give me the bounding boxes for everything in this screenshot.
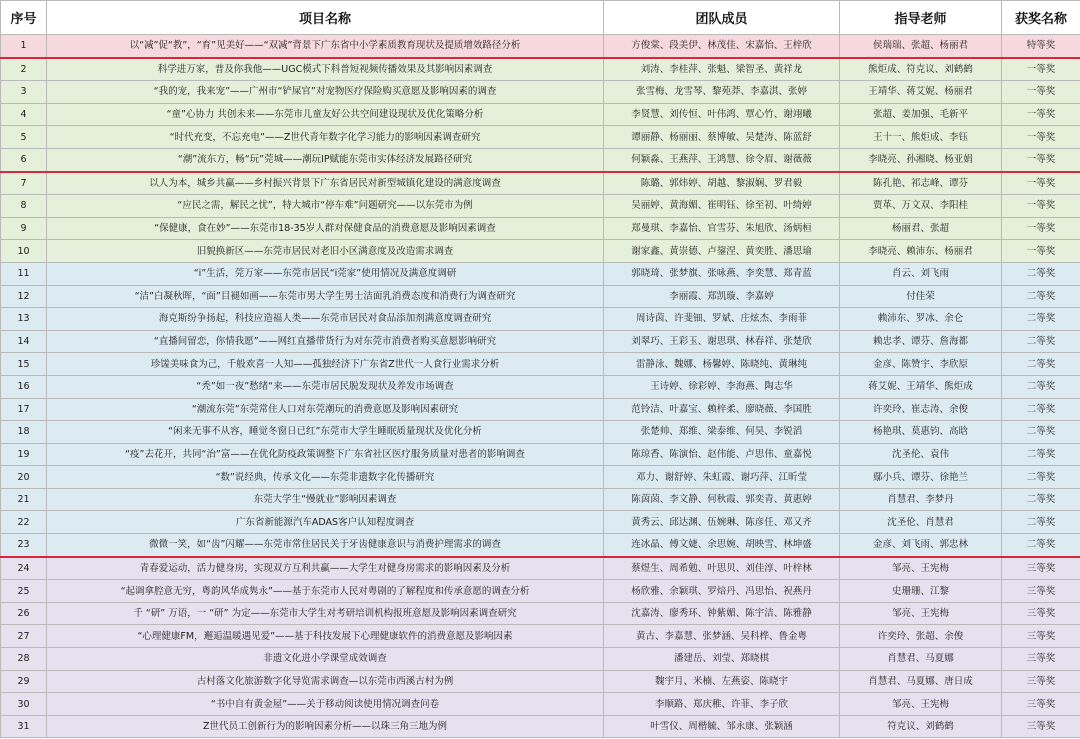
cell-team-members: 郑曼琪、李嘉怡、官雪芬、朱旭欣、汤炳桓	[604, 217, 840, 240]
header-project-name: 项目名称	[47, 1, 604, 35]
cell-number: 8	[1, 195, 47, 218]
cell-number: 4	[1, 103, 47, 126]
cell-project-name: 微微一笑，如“齿”闪耀——东莞市常住居民关于牙齿健康意识与消费护理需求的调查	[47, 534, 604, 557]
cell-team-members: 王诗婷、徐彩婷、李海燕、陶志华	[604, 375, 840, 398]
cell-number: 9	[1, 217, 47, 240]
cell-number: 1	[1, 35, 47, 58]
cell-project-name: “童”心协力 共创未来——东莞市儿童友好公共空间建设现状及优化策略分析	[47, 103, 604, 126]
cell-team-members: 陈茵茵、李文静、何秋霞、郭奕青、黄惠婷	[604, 488, 840, 511]
table-row	[1, 172, 1080, 195]
cell-project-name: 以人为本，城乡共赢——乡村振兴背景下广东省居民对新型城镇化建设的满意度调查	[47, 172, 604, 195]
cell-award: 特等奖	[1002, 35, 1080, 58]
cell-project-name: “秃”如一夜”愁绪“来——东莞市居民脱发现状及养发市场调查	[47, 375, 604, 398]
cell-number: 24	[1, 557, 47, 580]
table-header-row	[1, 1, 1080, 35]
cell-number: 20	[1, 466, 47, 489]
cell-award: 三等奖	[1002, 648, 1080, 671]
cell-advisors: 李晓亮、孙湘晓、杨亚娟	[840, 148, 1002, 171]
cell-advisors: 史珊珊、江黎	[840, 580, 1002, 603]
cell-team-members: 潘建岳、刘莹、郑晓棋	[604, 648, 840, 671]
cell-team-members: 谢家鑫、黄崇德、卢鋆涅、黄奕胜、潘思瑜	[604, 240, 840, 263]
cell-advisors: 金彦、刘飞雨、郭忠林	[840, 534, 1002, 557]
cell-award: 二等奖	[1002, 421, 1080, 444]
cell-team-members: 叶雪仪、周楷毓、邹永康、张颖涵	[604, 715, 840, 738]
cell-number: 27	[1, 625, 47, 648]
cell-award: 二等奖	[1002, 308, 1080, 331]
cell-award: 一等奖	[1002, 81, 1080, 104]
cell-number: 14	[1, 330, 47, 353]
cell-advisors: 侯瑞瑞、张超、杨丽君	[840, 35, 1002, 58]
cell-advisors: 金彦、陈赞宇、李欣原	[840, 353, 1002, 376]
cell-advisors: 肖慧君、李梦丹	[840, 488, 1002, 511]
cell-number: 26	[1, 602, 47, 625]
cell-project-name: “数”说经典，传承文化——东莞非遗数字化传播研究	[47, 466, 604, 489]
cell-advisors: 许奕玲、崔志涛、余俊	[840, 398, 1002, 421]
table-row	[1, 511, 1080, 534]
cell-award: 二等奖	[1002, 511, 1080, 534]
cell-team-members: 黄秀云、邱达渊、伍婉琳、陈彦任、邓又齐	[604, 511, 840, 534]
table-row	[1, 195, 1080, 218]
cell-award: 二等奖	[1002, 466, 1080, 489]
header-award: 获奖名称	[1002, 1, 1080, 35]
cell-project-name: 非遗文化进小学课堂成效调查	[47, 648, 604, 671]
cell-number: 21	[1, 488, 47, 511]
cell-number: 31	[1, 715, 47, 738]
table-row	[1, 670, 1080, 693]
cell-advisors: 肖慧君、马夏娜、唐日成	[840, 670, 1002, 693]
table-row	[1, 330, 1080, 353]
cell-award: 二等奖	[1002, 330, 1080, 353]
cell-advisors: 张超、姜加强、毛新平	[840, 103, 1002, 126]
cell-team-members: 黄古、李嘉慧、张梦涵、吴科桦、鲁金粤	[604, 625, 840, 648]
table-row	[1, 240, 1080, 263]
cell-team-members: 张雪梅、龙雪琴、黎苑莽、李嘉淇、张婷	[604, 81, 840, 104]
table-row	[1, 285, 1080, 308]
cell-team-members: 何颖淼、王燕萍、王鸿慧、徐令眉、谢薇薇	[604, 148, 840, 171]
cell-project-name: “我的宠，我来宠”——广州市“铲屎官”对宠物医疗保险购买意愿及影响因素的调查	[47, 81, 604, 104]
cell-award: 三等奖	[1002, 715, 1080, 738]
table-row	[1, 488, 1080, 511]
table-row	[1, 103, 1080, 126]
cell-number: 2	[1, 58, 47, 81]
cell-number: 25	[1, 580, 47, 603]
cell-award: 三等奖	[1002, 625, 1080, 648]
cell-advisors: 许奕玲、张超、余俊	[840, 625, 1002, 648]
cell-number: 15	[1, 353, 47, 376]
cell-project-name: “潮流东莞”东莞常住人口对东莞潮玩的消费意愿及影响因素研究	[47, 398, 604, 421]
cell-project-name: 以“减”促“教”，“育”见美好——“双减”背景下广东省中小学素质教育现状及提质增效路径分析	[47, 35, 604, 58]
cell-project-name: “疫”去花开，共同“治”富——在优化防疫政策调整下广东省社区医疗服务质量对患者的影响调查	[47, 443, 604, 466]
cell-team-members: 李顺路、郑庆稚、许菲、李子欣	[604, 693, 840, 716]
table-row	[1, 398, 1080, 421]
cell-advisors: 杨丽君、张超	[840, 217, 1002, 240]
cell-award: 一等奖	[1002, 148, 1080, 171]
cell-project-name: 青春爱运动，活力健身房，实现双方互利共赢——大学生对健身房需求的影响因素及分析	[47, 557, 604, 580]
cell-team-members: 谭丽静、杨丽丽、蔡博敏、吴楚涛、陈蓝舒	[604, 126, 840, 149]
cell-award: 二等奖	[1002, 375, 1080, 398]
cell-number: 30	[1, 693, 47, 716]
cell-team-members: 杨欣雅、余颖琪、罗焙丹、冯思怡、祝燕丹	[604, 580, 840, 603]
table-row	[1, 602, 1080, 625]
cell-award: 二等奖	[1002, 262, 1080, 285]
cell-team-members: 方俊棠、段美伊、林茂佳、宋嘉怡、王梓欣	[604, 35, 840, 58]
cell-number: 16	[1, 375, 47, 398]
table-row	[1, 625, 1080, 648]
cell-project-name: “心理健康FM，邂逅温暖遇见爱”——基于科技发展下心理健康软件的消费意愿及影响因素	[47, 625, 604, 648]
cell-team-members: 连冰晶、傅文婕、余思婉、胡映雪、林坤盛	[604, 534, 840, 557]
cell-project-name: 古村落文化旅游数字化导览需求调查—以东莞市西溪古村为例	[47, 670, 604, 693]
table-row	[1, 715, 1080, 738]
cell-award: 二等奖	[1002, 398, 1080, 421]
table-row	[1, 81, 1080, 104]
table-row	[1, 308, 1080, 331]
cell-number: 10	[1, 240, 47, 263]
cell-project-name: “潮”流东方，畅“玩”莞城——潮玩IP赋能东莞市实体经济发展路径研究	[47, 148, 604, 171]
table-row	[1, 693, 1080, 716]
cell-advisors: 杨艳琪、莫惠钧、高晗	[840, 421, 1002, 444]
cell-project-name: “应民之需，解民之忧”，特大城市“停车难”问题研究——以东莞市为例	[47, 195, 604, 218]
cell-number: 3	[1, 81, 47, 104]
cell-team-members: 雷静泳、魏娜、杨馨婷、陈晓纯、黄琳纯	[604, 353, 840, 376]
cell-project-name: 广东省新能源汽车ADAS客户认知程度调查	[47, 511, 604, 534]
cell-team-members: 陈琼香、陈演怡、赵伟能、卢思伟、童嘉悦	[604, 443, 840, 466]
table-row	[1, 648, 1080, 671]
cell-award: 二等奖	[1002, 488, 1080, 511]
table-row	[1, 421, 1080, 444]
cell-award: 一等奖	[1002, 58, 1080, 81]
table-row	[1, 262, 1080, 285]
table-row	[1, 466, 1080, 489]
cell-award: 三等奖	[1002, 693, 1080, 716]
cell-project-name: 珍馐美味食为己，千般欢喜一人知——孤独经济下广东省Z世代一人食行业需求分析	[47, 353, 604, 376]
cell-project-name: “书中自有黄金屋”——关于移动阅读使用情况调查问卷	[47, 693, 604, 716]
table-row	[1, 148, 1080, 171]
table-row	[1, 353, 1080, 376]
cell-team-members: 范铃洁、叶嘉宝、赖梓柔、廖晓薇、李国胜	[604, 398, 840, 421]
cell-advisors: 邹亮、王宪梅	[840, 693, 1002, 716]
table-row	[1, 580, 1080, 603]
header-number: 序号	[1, 1, 47, 35]
cell-number: 6	[1, 148, 47, 171]
cell-advisors: 邹亮、王宪梅	[840, 602, 1002, 625]
cell-project-name: 东莞大学生“慢就业”影响因素调查	[47, 488, 604, 511]
cell-team-members: 郭晓琦、张梦旗、张咏燕、李奕慧、郑青蓝	[604, 262, 840, 285]
cell-project-name: 科学进万家，普及你我他——UGC模式下科普短视频传播效果及其影响因素调查	[47, 58, 604, 81]
cell-team-members: 魏宇月、米楠、左燕姿、陈晓宇	[604, 670, 840, 693]
cell-project-name: “i”生活，莞万家——东莞市居民“i莞家”使用情况及满意度调研	[47, 262, 604, 285]
cell-award: 二等奖	[1002, 443, 1080, 466]
cell-project-name: “时代充变，不忘充电”——Z世代青年数字化学习能力的影响因素调查研究	[47, 126, 604, 149]
cell-advisors: 符克议、刘鹤鹤	[840, 715, 1002, 738]
cell-award: 三等奖	[1002, 580, 1080, 603]
cell-project-name: 海克斯纷争扬起，科技应造福人类——东莞市居民对食品添加剂满意度调查研究	[47, 308, 604, 331]
cell-project-name: “直播间留恋，你情我愿”——网红直播带货行为对东莞市消费者购买意愿影响研究	[47, 330, 604, 353]
cell-advisors: 王十一、熊炬成、李钰	[840, 126, 1002, 149]
cell-award: 一等奖	[1002, 103, 1080, 126]
cell-number: 17	[1, 398, 47, 421]
cell-project-name: Z世代员工创新行为的影响因素分析——以珠三角三地为例	[47, 715, 604, 738]
cell-team-members: 张楚帅、郑维、梁泰维、何昊、李锐滔	[604, 421, 840, 444]
cell-team-members: 周诗茵、许斐钿、罗斌、庄炫杰、李雨菲	[604, 308, 840, 331]
header-advisors: 指导老师	[840, 1, 1002, 35]
table-body	[1, 35, 1080, 738]
cell-team-members: 刘涛、李桂萍、张魁、梁智圣、黄祥龙	[604, 58, 840, 81]
cell-advisors: 沈圣伦、袁伟	[840, 443, 1002, 466]
cell-team-members: 李丽霞、郑凯璇、李嘉婷	[604, 285, 840, 308]
cell-team-members: 陈璐、郭炜婷、胡越、黎淑娴、罗君毅	[604, 172, 840, 195]
cell-advisors: 肖慧君、马夏娜	[840, 648, 1002, 671]
cell-project-name: “保健康，食在妙”——东莞市18-35岁人群对保健食品的消费意愿及影响因素调查	[47, 217, 604, 240]
table-row	[1, 443, 1080, 466]
cell-advisors: 肖云、刘飞雨	[840, 262, 1002, 285]
table-row	[1, 217, 1080, 240]
cell-number: 5	[1, 126, 47, 149]
cell-award: 二等奖	[1002, 353, 1080, 376]
cell-award: 三等奖	[1002, 670, 1080, 693]
table-row	[1, 534, 1080, 557]
table-row	[1, 557, 1080, 580]
cell-team-members: 吴丽婷、黄海媚、崔明钰、徐至初、叶绮婷	[604, 195, 840, 218]
cell-project-name: “洁”白凝秋晖，“面”目褪如画——东莞市男大学生男士洁面乳消费态度和消费行为调查研究	[47, 285, 604, 308]
cell-award: 三等奖	[1002, 557, 1080, 580]
cell-number: 18	[1, 421, 47, 444]
cell-award: 一等奖	[1002, 195, 1080, 218]
table-row	[1, 58, 1080, 81]
cell-award: 二等奖	[1002, 285, 1080, 308]
cell-number: 22	[1, 511, 47, 534]
cell-number: 11	[1, 262, 47, 285]
cell-award: 一等奖	[1002, 217, 1080, 240]
cell-advisors: 蒋艾妮、王靖华、熊炬成	[840, 375, 1002, 398]
cell-number: 29	[1, 670, 47, 693]
header-team-members: 团队成员	[604, 1, 840, 35]
cell-project-name: “起调拿腔意无穷，粤韵风华成隽永”——基于东莞市人民对粤剧的了解程度和传承意愿的调查分析	[47, 580, 604, 603]
cell-award: 二等奖	[1002, 534, 1080, 557]
table-row	[1, 375, 1080, 398]
cell-advisors: 陈孔艳、祁志峰、谭芬	[840, 172, 1002, 195]
table-row	[1, 126, 1080, 149]
cell-advisors: 赖忠孝、谭芬、詹海都	[840, 330, 1002, 353]
cell-project-name: 千 “研” 万语，一 “研” 为定——东莞市大学生对考研培训机构报班意愿及影响因素调查研究	[47, 602, 604, 625]
table-row	[1, 35, 1080, 58]
cell-advisors: 赖沛东、罗冰、余仑	[840, 308, 1002, 331]
cell-number: 12	[1, 285, 47, 308]
cell-award: 三等奖	[1002, 602, 1080, 625]
cell-advisors: 贾革、万文双、李阳桂	[840, 195, 1002, 218]
cell-project-name: 旧貌换新区——东莞市居民对老旧小区满意度及改造需求调查	[47, 240, 604, 263]
cell-number: 7	[1, 172, 47, 195]
cell-advisors: 鄢小兵、谭芬、徐艳兰	[840, 466, 1002, 489]
cell-advisors: 邹亮、王宪梅	[840, 557, 1002, 580]
cell-team-members: 沈嘉涛、廖秀环、钟紫媚、陈宇洁、陈雅静	[604, 602, 840, 625]
cell-number: 19	[1, 443, 47, 466]
cell-advisors: 李晓亮、赖沛东、杨丽君	[840, 240, 1002, 263]
cell-number: 28	[1, 648, 47, 671]
cell-award: 一等奖	[1002, 172, 1080, 195]
cell-project-name: “闲来无事不从容，睡觉冬窗日已红”东莞市大学生睡眠质量现状及优化分析	[47, 421, 604, 444]
cell-team-members: 邓力、谢舒婷、朱虹霞、谢巧萍、江昕莹	[604, 466, 840, 489]
cell-advisors: 熊炬成、符克议、刘鹤鹤	[840, 58, 1002, 81]
cell-team-members: 李贤慧、刘传恒、叶伟鸿、覃心竹、谢翊曦	[604, 103, 840, 126]
cell-number: 23	[1, 534, 47, 557]
cell-team-members: 蔡煜生、周希勉、叶思贝、刘佳淳、叶梓林	[604, 557, 840, 580]
cell-advisors: 付佳荣	[840, 285, 1002, 308]
cell-team-members: 刘翠巧、王彩玉、谢思琪、林春祥、张楚欣	[604, 330, 840, 353]
cell-award: 一等奖	[1002, 240, 1080, 263]
cell-award: 一等奖	[1002, 126, 1080, 149]
cell-advisors: 沈圣伦、肖慧君	[840, 511, 1002, 534]
cell-advisors: 王靖华、蒋艾妮、杨丽君	[840, 81, 1002, 104]
cell-number: 13	[1, 308, 47, 331]
